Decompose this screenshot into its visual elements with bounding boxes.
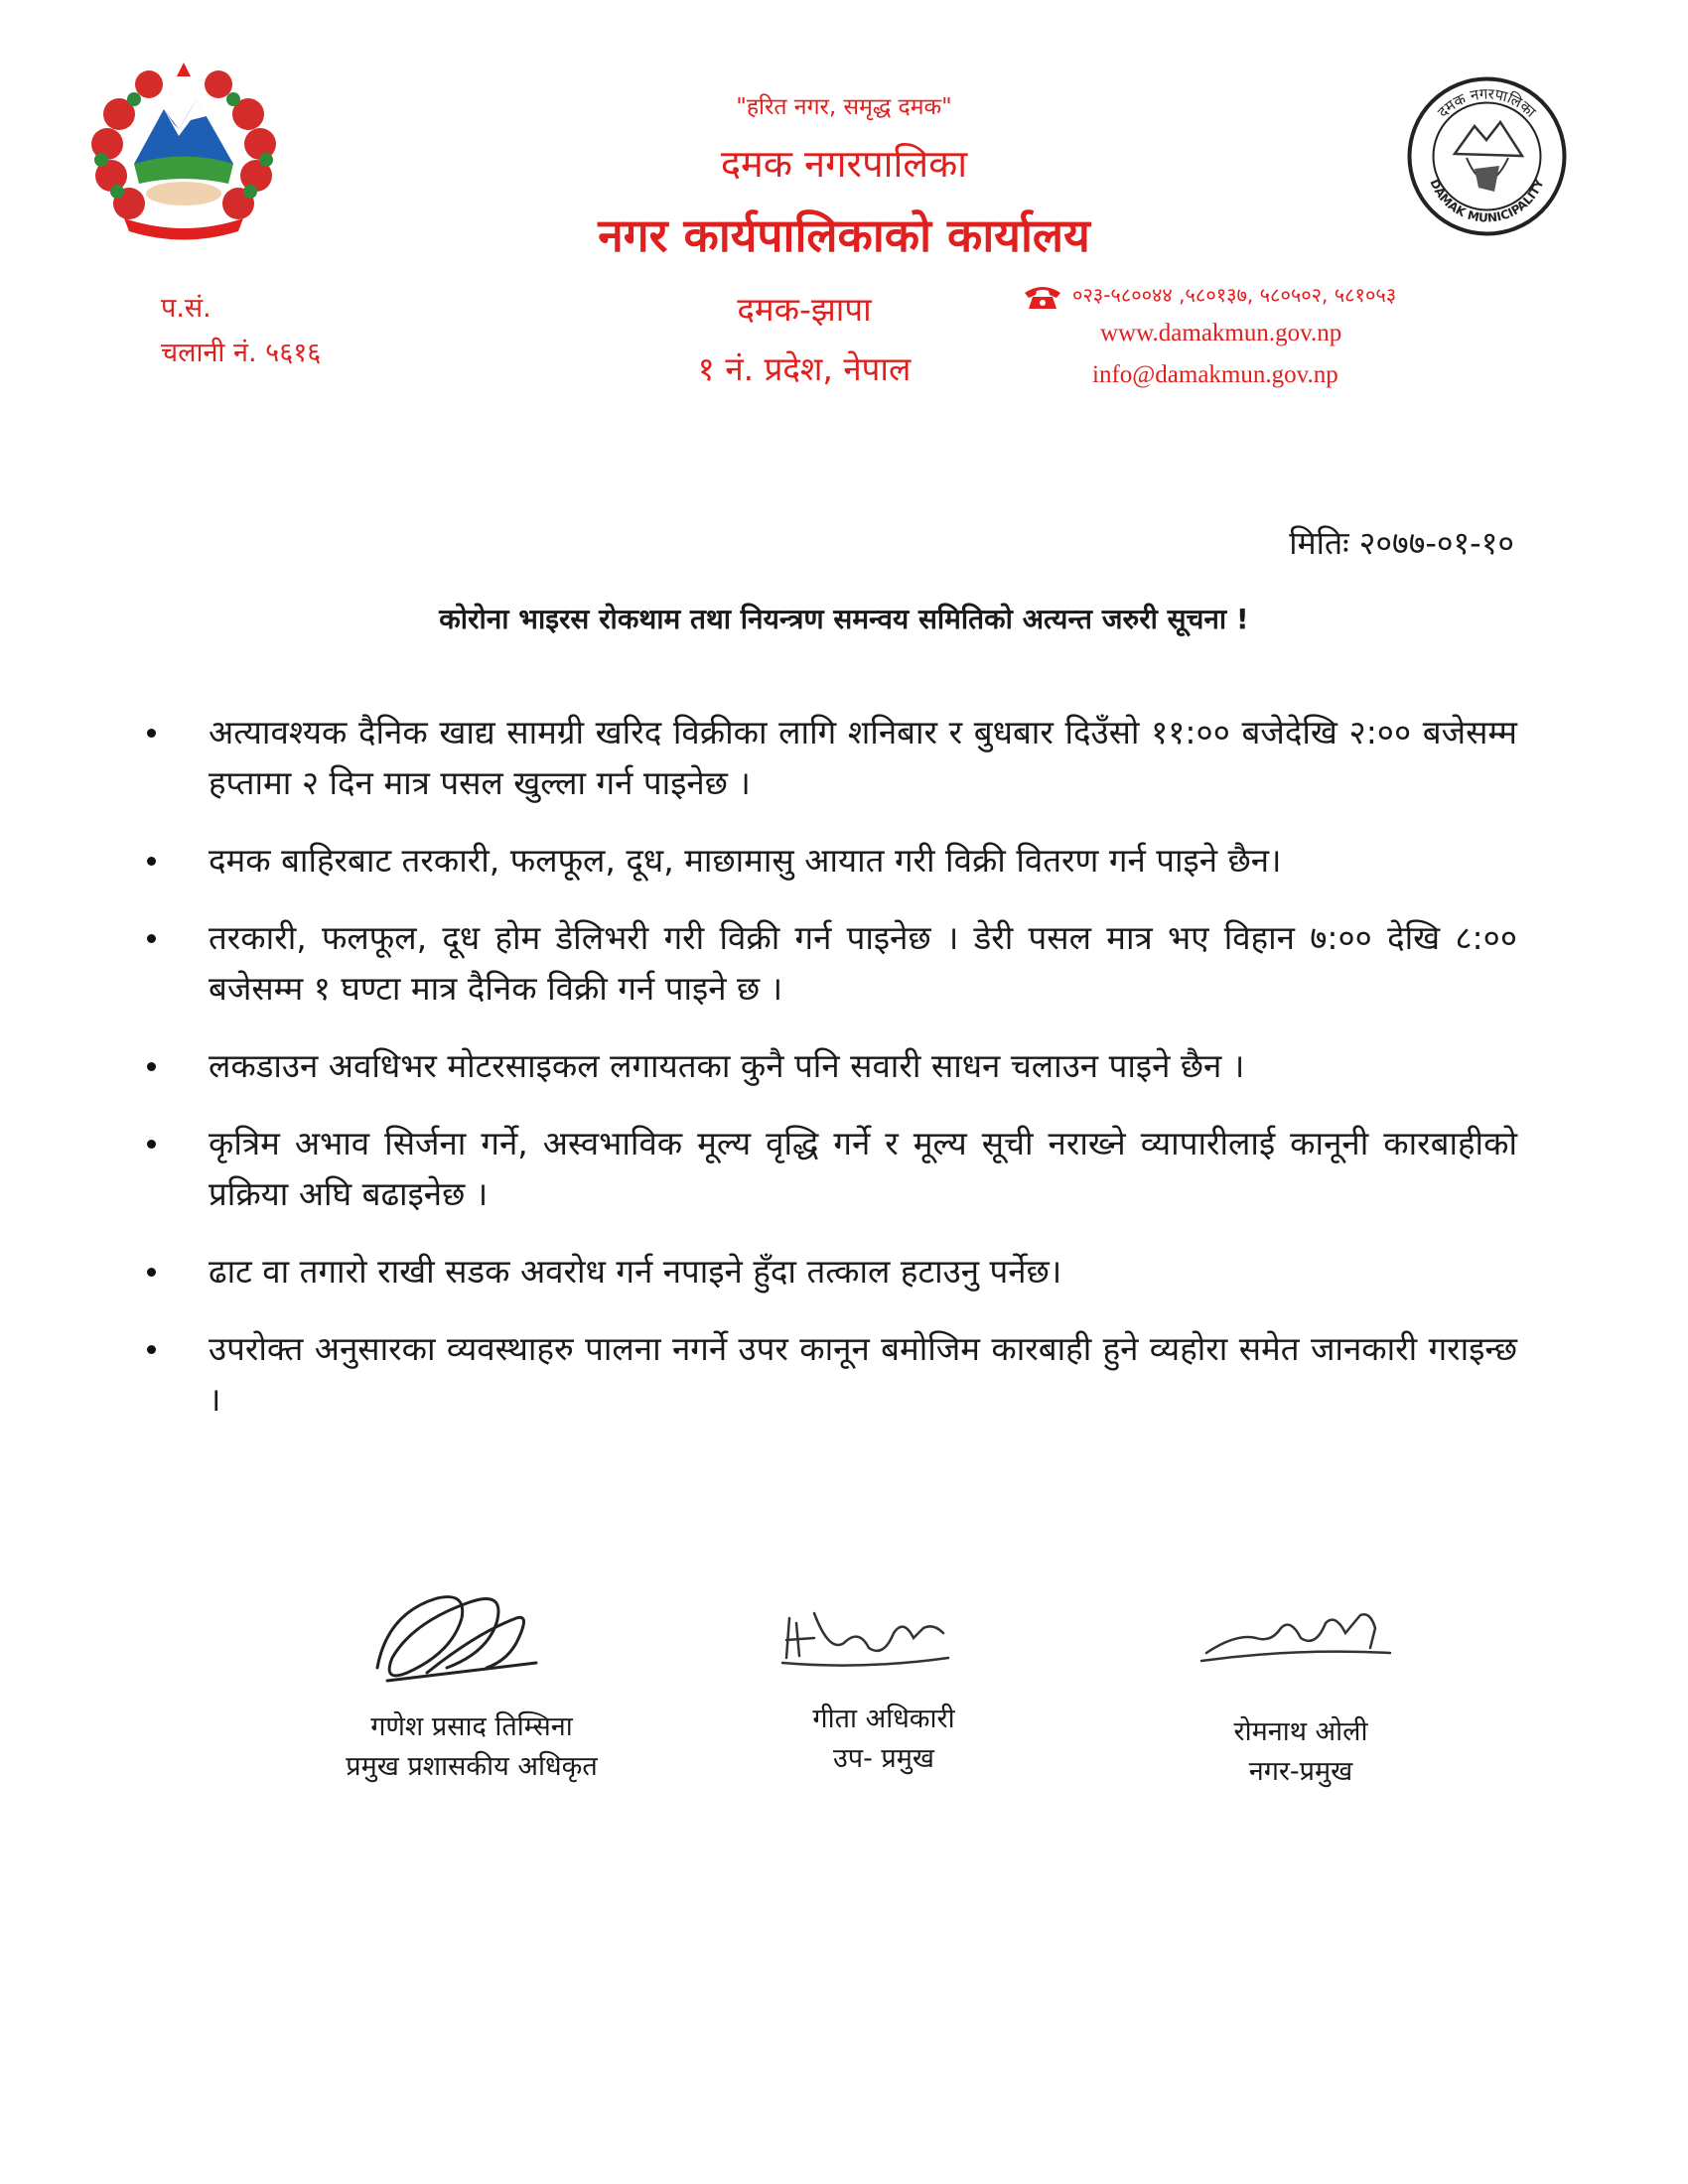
bullet-icon: [147, 1140, 156, 1149]
signatory-1: [308, 1707, 635, 1787]
list-item: उपरोक्त अनुसारका व्यवस्थाहरु पालना नगर्ने उपर कानून बमोजिम कारबाही हुने व्यहोरा समेत जानकारी गराइन्छ ।: [209, 1323, 1517, 1425]
reference-number: प.सं.: [161, 293, 211, 324]
list-item: लकडाउन अवधिभर मोटरसाइकल लगायतका कुनै पनि सवारी साधन चलाउन पाइने छैन ।: [209, 1040, 1517, 1091]
notice-title: कोरोना भाइरस रोकथाम तथा नियन्त्रण समन्वय समितिको अत्यन्त जरुरी सूचना !: [439, 603, 1249, 635]
list-item: दमक बाहिरबाट तरकारी, फलफूल, दूध, माछामासु आयात गरी विक्री वितरण गर्न पाइने छैन।: [209, 835, 1517, 886]
list-item: तरकारी, फलफूल, दूध होम डेलिभरी गरी विक्री गर्न पाइनेछ । डेरी पसल मात्र भए विहान ७:०० देखि ८:०० बजेसम्म १ घण्टा मात्र दैनिक विक्री गर्न पाइने छ ।: [209, 912, 1517, 1014]
bullet-icon: [147, 934, 156, 943]
bullet-icon: [147, 1268, 156, 1277]
signatory-2: [755, 1700, 1013, 1779]
list-item: कृत्रिम अभाव सिर्जना गर्ने, अस्वभाविक मूल्य वृद्धि गर्ने र मूल्य सूची नराख्ने व्यापारीलाई कानूनी कारबाहीको प्रक्रिया अघि बढाइनेछ ।: [209, 1118, 1517, 1219]
place-line2: १ नं. प्रदेश, नेपाल: [697, 349, 912, 388]
municipality-seal-icon: [1405, 74, 1569, 238]
notice-list: [209, 707, 1517, 1451]
bullet-icon: [147, 1062, 156, 1071]
signatory-name: रोमनाथ ओली: [1233, 1716, 1368, 1747]
bullet-icon: [147, 1345, 156, 1354]
telephone-icon: [1023, 283, 1062, 311]
notice-date: मितिः २०७७-०१-१०: [1289, 524, 1514, 562]
signatory-title: नगर-प्रमुख: [1248, 1756, 1353, 1787]
signature-3-image: [1196, 1603, 1395, 1668]
nepal-emblem-icon: [79, 55, 288, 243]
signatory-name: गणेश प्रसाद तिम्सिना: [370, 1711, 573, 1742]
seal-text-bottom: DAMAK MUNICIPALITY: [1427, 177, 1547, 225]
list-item: अत्यावश्यक दैनिक खाद्य सामग्री खरिद विक्रीका लागि शनिबार र बुधबार दिउँसो ११:०० बजेदेखि २:०० बजेसम्म हप्तामा २ दिन मात्र पसल खुल्ला गर्न पाइनेछ ।: [209, 707, 1517, 808]
signatory-title: उप- प्रमुख: [832, 1743, 935, 1774]
website-link[interactable]: www.damakmun.gov.np: [1100, 320, 1342, 346]
place-line1: दमक-झापा: [737, 290, 872, 329]
seal-text-top: दमक नगरपालिका: [1434, 84, 1540, 121]
signatory-name: गीता अधिकारी: [812, 1704, 955, 1734]
email-link[interactable]: info@damakmun.gov.np: [1092, 361, 1338, 388]
motto: "हरित नगर, समृद्ध दमक": [736, 94, 952, 120]
municipality-name: दमक नगरपालिका: [720, 142, 968, 186]
list-item: ढाट वा तगारो राखी सडक अवरोध गर्न नपाइने हुँदा तत्काल हटाउनु पर्नेछ।: [209, 1246, 1517, 1297]
phone-numbers: ०२३-५८००४४ ,५८०१३७, ५८०५०२, ५८१०५३: [1072, 283, 1397, 307]
bullet-icon: [147, 729, 156, 738]
signature-2-image: [774, 1598, 953, 1673]
signatory-3: [1172, 1712, 1430, 1792]
signature-1-image: [367, 1573, 541, 1688]
signatory-title: प्रमुख प्रशासकीय अधिकृत: [346, 1751, 598, 1782]
office-name: नगर कार्यपालिकाको कार्यालय: [598, 208, 1090, 262]
phone-row: [1023, 281, 1396, 311]
dispatch-number: चलानी नं. ५६१६: [161, 338, 322, 368]
bullet-icon: [147, 857, 156, 866]
